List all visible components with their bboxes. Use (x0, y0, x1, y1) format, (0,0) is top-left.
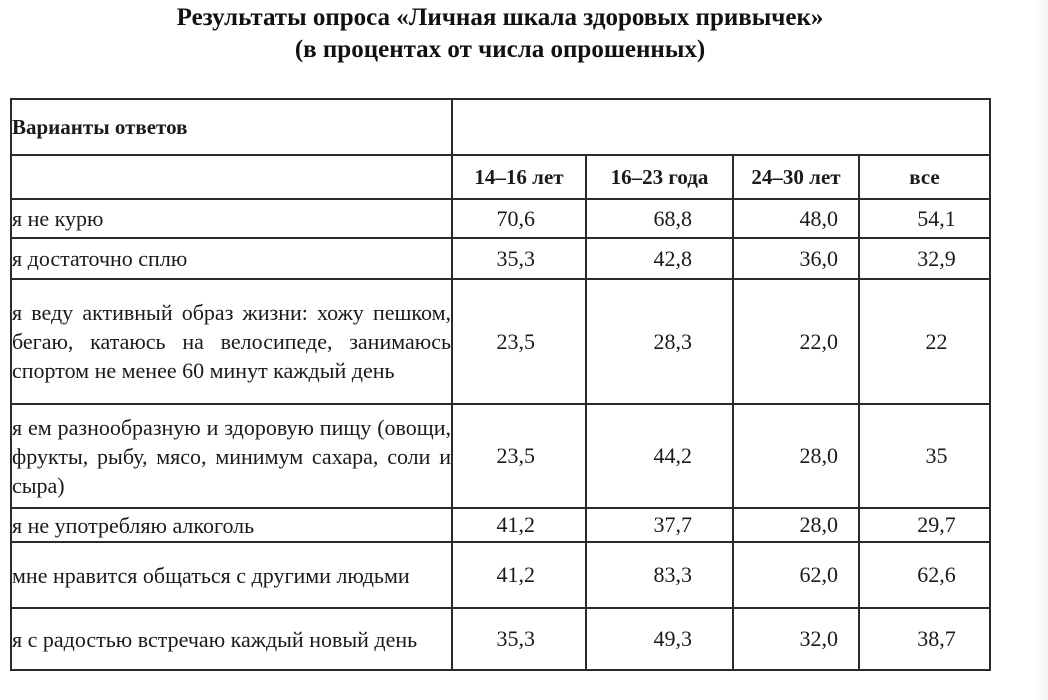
table-row (11, 199, 990, 238)
value-cell: 28,0 (733, 404, 859, 508)
value-cell: 28,0 (733, 508, 859, 542)
value-cell: 42,8 (586, 238, 733, 279)
value-cell: 41,2 (452, 542, 586, 608)
value-cell: 62,6 (859, 542, 990, 608)
value-cell: 62,0 (733, 542, 859, 608)
value-cell: 83,3 (586, 542, 733, 608)
value-cell: 68,8 (586, 199, 733, 238)
value-cell: 41,2 (452, 508, 586, 542)
age-header-all: все (859, 155, 990, 199)
value-cell: 35 (859, 404, 990, 508)
answer-cell: я веду активный образ жизни: хожу пешком, бегаю, катаюсь на велосипеде, занимаюсь спортом не менее 60 минут каждый день (11, 279, 452, 404)
table-row (11, 279, 990, 404)
answer-header-blank (11, 155, 452, 199)
page-title (0, 2, 1000, 66)
table-row (11, 608, 990, 670)
age-header-14-16: 14–16 лет (452, 155, 586, 199)
answer-cell: я с радостью встречаю каждый новый день (11, 608, 452, 670)
answer-cell: мне нравится общаться с другими людьми (11, 542, 452, 608)
value-cell: 48,0 (733, 199, 859, 238)
value-cell: 37,7 (586, 508, 733, 542)
age-header-16-23: 16–23 года (586, 155, 733, 199)
value-cell: 70,6 (452, 199, 586, 238)
value-cell: 32,9 (859, 238, 990, 279)
page-edge-shadow (1034, 0, 1048, 700)
answer-cell: я ем разнообразную и здоровую пищу (овощи, фрукты, рыбу, мясо, минимум сахара, соли и сыра) (11, 404, 452, 508)
value-cell: 38,7 (859, 608, 990, 670)
value-cell: 44,2 (586, 404, 733, 508)
value-cell: 54,1 (859, 199, 990, 238)
value-cell: 22 (859, 279, 990, 404)
value-cell: 29,7 (859, 508, 990, 542)
answer-cell: я достаточно сплю (11, 238, 452, 279)
title-line-2: (в процентах от числа опрошенных) (294, 36, 706, 63)
value-cell: 28,3 (586, 279, 733, 404)
value-cell: 23,5 (452, 404, 586, 508)
value-cell: 36,0 (733, 238, 859, 279)
value-cell: 35,3 (452, 608, 586, 670)
answer-cell: я не курю (11, 199, 452, 238)
table-row (11, 404, 990, 508)
value-cell: 35,3 (452, 238, 586, 279)
survey-table (10, 98, 991, 671)
table-row (11, 238, 990, 279)
value-cell: 22,0 (733, 279, 859, 404)
table-row (11, 508, 990, 542)
answer-column-header: Варианты ответов (11, 99, 452, 155)
table-row (11, 542, 990, 608)
value-cell: 32,0 (733, 608, 859, 670)
age-header-24-30: 24–30 лет (733, 155, 859, 199)
age-group-header-spacer (452, 99, 990, 155)
value-cell: 49,3 (586, 608, 733, 670)
answer-cell: я не употребляю алкоголь (11, 508, 452, 542)
title-line-1: Результаты опроса «Личная шкала здоровых привычек» (176, 4, 824, 31)
value-cell: 23,5 (452, 279, 586, 404)
